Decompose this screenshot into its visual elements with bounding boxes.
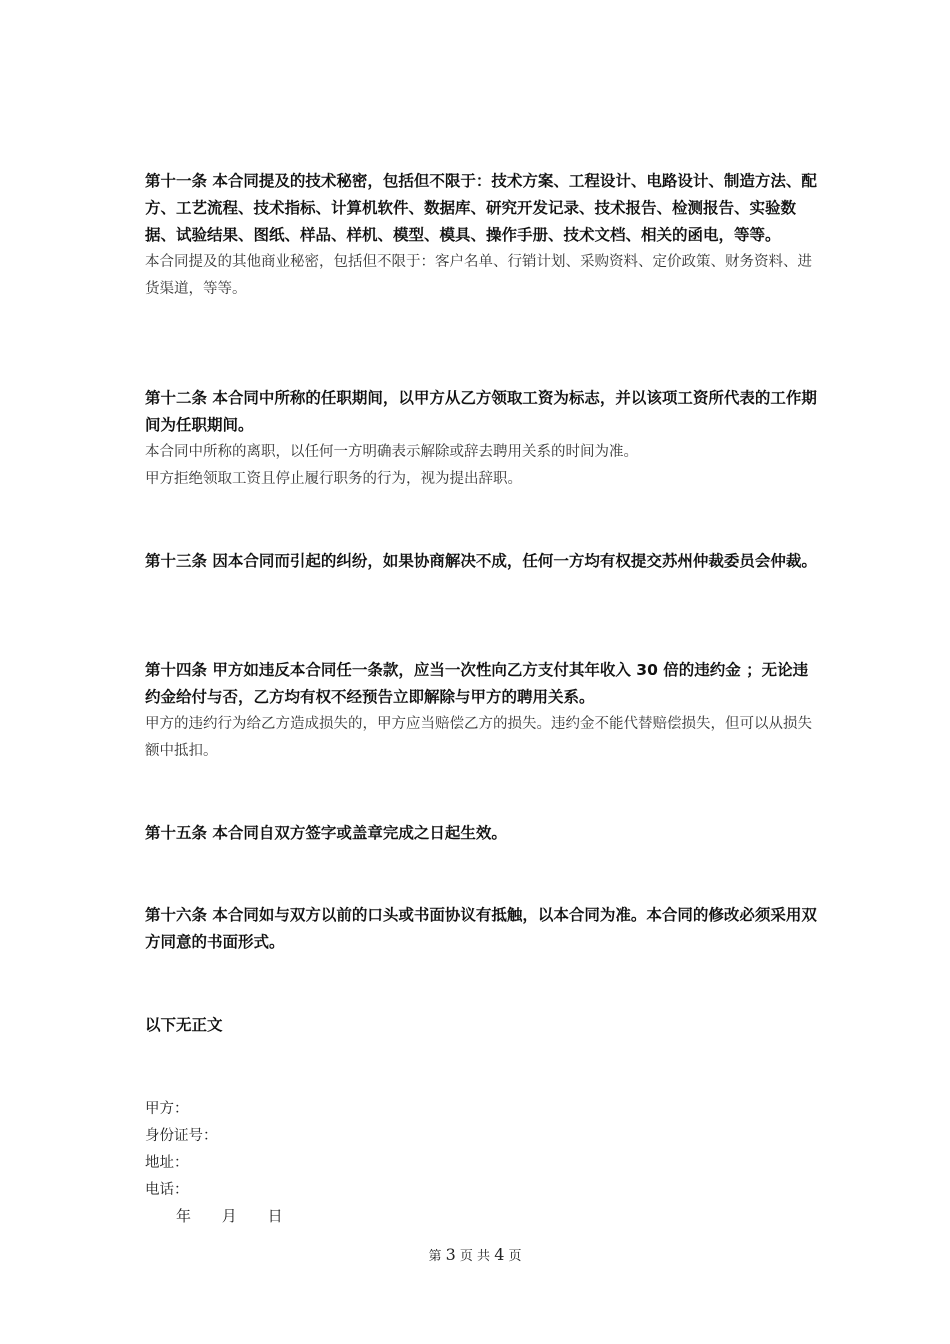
article-14-heading: 第十四条 甲方如违反本合同任一条款，应当一次性向乙方支付其年收入 30 倍的违约金 ；无论违约金给付与否，乙方均有权不经预告立即解除与甲方的聘用关系。 xyxy=(145,661,809,706)
article-12-paragraph-1: 本合同中所称的离职，以任何一方明确表示解除或辞去聘用关系的时间为准。 xyxy=(145,444,638,460)
signature-phone: 电话： xyxy=(145,1182,189,1198)
footer-suffix: 页 xyxy=(508,1249,522,1264)
footer-current-page: 3 xyxy=(445,1245,456,1264)
article-15 xyxy=(145,820,820,847)
article-13-heading: 第十三条 因本合同而引起的纠纷，如果协商解决不成，任何一方均有权提交苏州仲裁委员会仲裁。 xyxy=(145,552,817,570)
signature-id-number: 身份证号： xyxy=(145,1128,218,1144)
article-12-paragraph-2: 甲方拒绝领取工资且停止履行职务的行为，视为提出辞职。 xyxy=(145,471,522,487)
footer-middle: 页 共 xyxy=(459,1249,491,1264)
article-16-heading: 第十六条 本合同如与双方以前的口头或书面协议有抵触，以本合同为准。本合同的修改必须采用双方同意的书面形式。 xyxy=(145,906,817,951)
article-11-heading: 第十一条 本合同提及的技术秘密，包括但不限于：技术方案、工程设计、电路设计、制造方法、配方、工艺流程、技术指标、计算机软件、数据库、研究开发记录、技术报告、检测报告、实验数据、试验结果、图纸、样品、样机、模型、模具、操作手册、技术文档、相关的函电，等等。 xyxy=(145,172,817,244)
date-month: 月 xyxy=(221,1207,237,1225)
article-11 xyxy=(145,168,820,303)
footer-total-pages: 4 xyxy=(494,1245,505,1264)
date-year: 年 xyxy=(176,1207,192,1225)
end-note xyxy=(145,1012,820,1039)
article-14-paragraph-1: 甲方的违约行为给乙方造成损失的，甲方应当赔偿乙方的损失。违约金不能代替赔偿损失，但可以从损失额中抵扣。 xyxy=(145,716,812,759)
signature-party: 甲方： xyxy=(145,1101,189,1117)
article-11-paragraph-1: 本合同提及的其他商业秘密，包括但不限于：客户名单、行销计划、采购资料、定价政策、财务资料、进货渠道，等等。 xyxy=(145,254,812,297)
article-15-heading: 第十五条 本合同自双方签字或盖章完成之日起生效。 xyxy=(145,824,507,842)
article-16 xyxy=(145,902,820,956)
footer-prefix: 第 xyxy=(428,1249,442,1264)
date-day: 日 xyxy=(267,1207,283,1225)
article-13 xyxy=(145,548,820,575)
signature-address: 地址： xyxy=(145,1155,189,1171)
page-footer xyxy=(0,1245,950,1264)
end-note-text: 以下无正文 xyxy=(145,1016,223,1034)
signature-date xyxy=(176,1205,309,1226)
article-12-heading: 第十二条 本合同中所称的任职期间，以甲方从乙方领取工资为标志，并以该项工资所代表的工作期间为任职期间。 xyxy=(145,389,817,434)
article-14 xyxy=(145,657,820,765)
article-12 xyxy=(145,385,820,493)
